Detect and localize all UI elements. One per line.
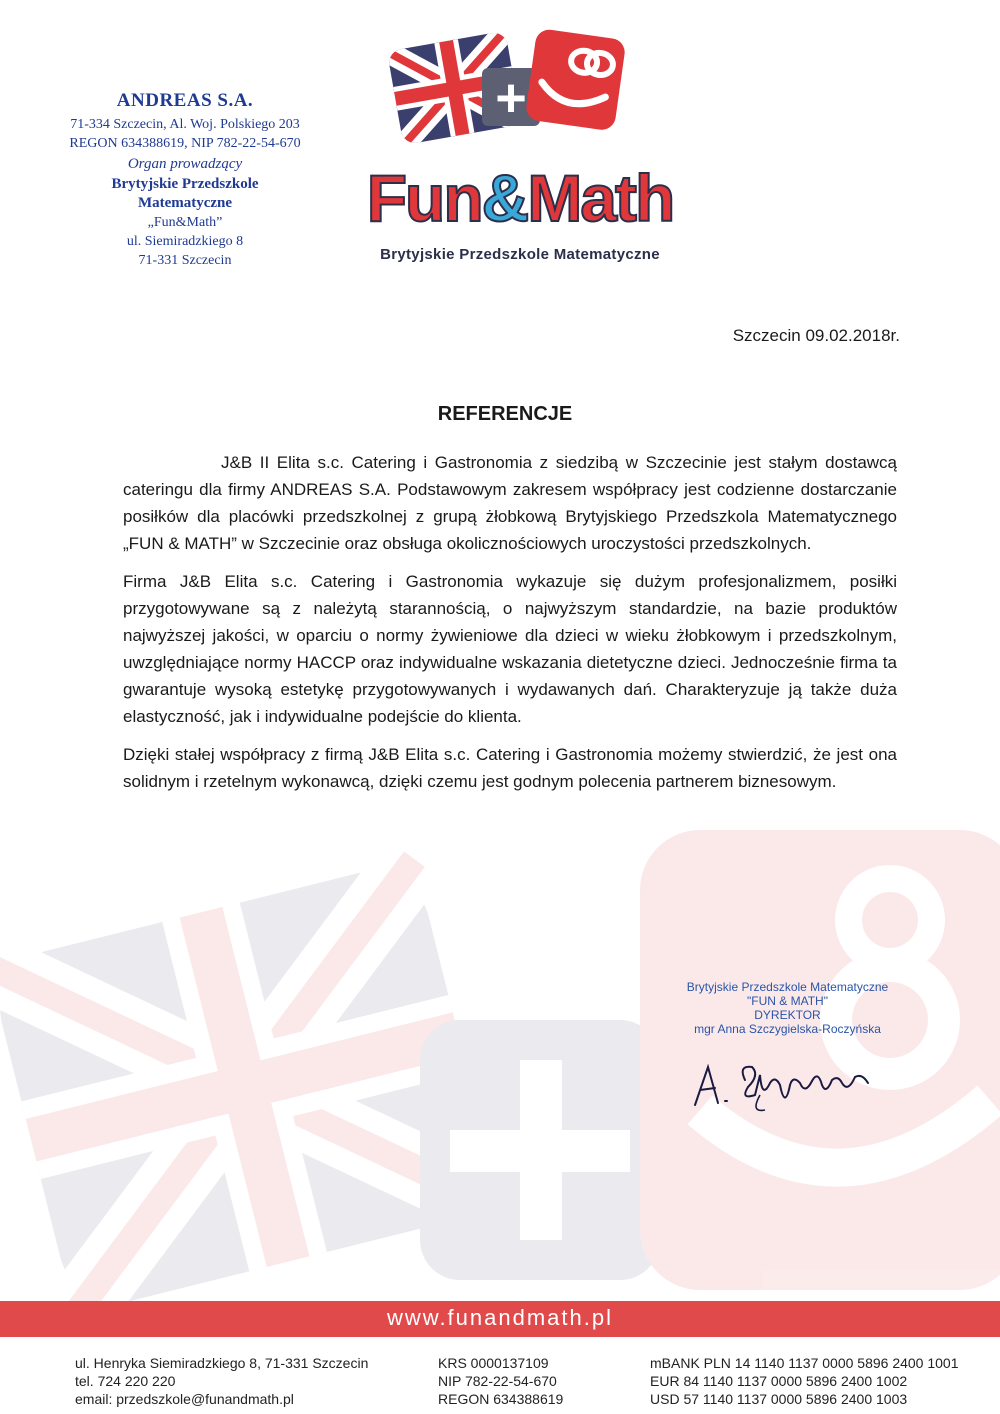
stamp-address: 71-334 Szczecin, Al. Woj. Polskiego 203 bbox=[70, 117, 300, 132]
director-stamp-line2: "FUN & MATH" bbox=[747, 994, 828, 1008]
footer-contact bbox=[75, 1354, 368, 1408]
footer-address: ul. Henryka Siemiradzkiego 8, 71-331 Szczecin bbox=[75, 1355, 369, 1371]
stamp-school-line1: Brytyjskie Przedszkole bbox=[111, 176, 259, 192]
footer-krs: KRS 0000137109 bbox=[438, 1355, 549, 1371]
footer-bank-eur: EUR 84 1140 1137 0000 5896 2400 1002 bbox=[650, 1373, 908, 1389]
letter-date: Szczecin 09.02.2018r. bbox=[732, 326, 900, 345]
director-stamp-line1: Brytyjskie Przedszkole Matematyczne bbox=[686, 980, 889, 994]
footer-tel: tel. 724 220 220 bbox=[75, 1373, 176, 1389]
footer-regon: REGON 634388619 bbox=[438, 1391, 564, 1407]
company-stamp bbox=[55, 90, 315, 270]
director-stamp-line4: mgr Anna Szczygielska-Roczyńska bbox=[694, 1022, 881, 1036]
stamp-city: 71-331 Szczecin bbox=[138, 253, 232, 268]
footer-nip: NIP 782-22-54-670 bbox=[438, 1373, 557, 1389]
fun-and-math-logo bbox=[345, 28, 695, 263]
paragraph-2: Firma J&B Elita s.c. Catering i Gastronomia wykazuje się dużym profesjonalizmem, posiłki przygotowywane są z należytą starannością, o najwyższym standardzie, na bazie produktów najwyższej jakości, w oparciu o normy żywieniowe dla dzieci w wieku żłobkowym i przedszkolnym, uwzględniające normy HACCP oraz indywidualne wskazania dietetyczne dzieci. Jednocześnie firma ta gwarantuje wysoką estetykę przygotowywanych i wydawanych dań. Charakteryzuje ją także duża elastyczność, jak i indywidualne podejście do klienta. bbox=[123, 572, 897, 726]
director-stamp bbox=[660, 980, 915, 1036]
logo-subtitle: Brytyjskie Przedszkole Matematyczne bbox=[380, 246, 660, 263]
paragraph-1: J&B II Elita s.c. Catering i Gastronomia z siedzibą w Szczecinie jest stałym dostawcą cateringu dla firmy ANDREAS S.A. Podstawowym zakresem współpracy jest codzienne dostarczanie posiłków dla placówki przedszkolnej z grupą żłobkową Brytyjskiego Przedszkola Matematycznego „FUN & MATH” w Szczecinie oraz obsługa okolicznościowych uroczystości przedszkolnych. bbox=[123, 453, 897, 553]
footer-email[interactable]: email: przedszkole@funandmath.pl bbox=[75, 1391, 294, 1407]
stamp-regon-nip: REGON 634388619, NIP 782-22-54-670 bbox=[69, 136, 301, 151]
letter-title: REFERENCJE bbox=[437, 403, 573, 425]
footer-url[interactable]: www.funandmath.pl bbox=[387, 1305, 613, 1330]
logo-wordmark: Fun&Math bbox=[366, 161, 674, 235]
stamp-street: ul. Siemiradzkiego 8 bbox=[126, 234, 244, 249]
footer-bank bbox=[650, 1354, 959, 1408]
stamp-organ: Organ prowadzący bbox=[127, 156, 243, 172]
stamp-company: ANDREAS S.A. bbox=[116, 90, 254, 111]
director-stamp-line3: DYREKTOR bbox=[754, 1008, 821, 1022]
stamp-school-name: „Fun&Math” bbox=[147, 215, 223, 230]
paragraph-3: Dzięki stałej współpracy z firmą J&B Elita s.c. Catering i Gastronomia możemy stwierdzić, że jest ona solidnym i rzetelnym wykonawcą, dzięki czemu jest godnym polecenia partnerem biznesowym. bbox=[123, 745, 897, 791]
letter-body bbox=[123, 449, 897, 806]
stamp-school-line2: Matematyczne bbox=[137, 195, 233, 211]
handwritten-signature bbox=[690, 1055, 890, 1115]
footer-registry bbox=[438, 1354, 563, 1408]
footer-bank-usd: USD 57 1140 1137 0000 5896 2400 1003 bbox=[650, 1391, 908, 1407]
logo-icons bbox=[345, 28, 695, 163]
plus-symbol: + bbox=[495, 68, 527, 128]
footer-bank-pln: mBANK PLN 14 1140 1137 0000 5896 2400 1001 bbox=[650, 1355, 959, 1371]
